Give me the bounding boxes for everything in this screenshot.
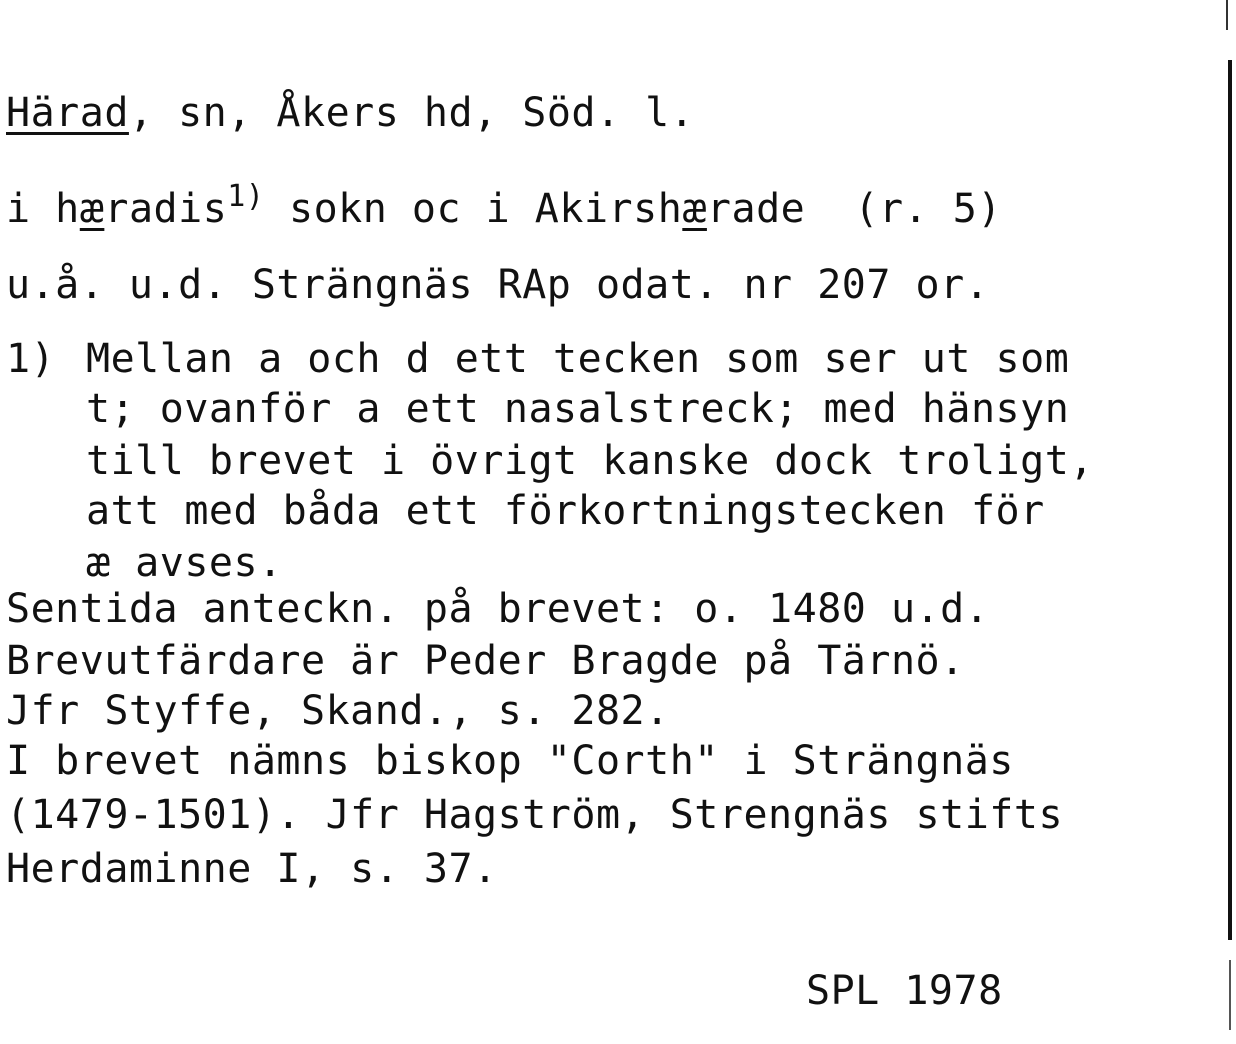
quote-middle: sokn oc i Akirsh: [264, 186, 683, 232]
note-line: Herdaminne I, s. 37.: [6, 846, 498, 892]
footnote-line: t; ovanför a ett nasalstreck; med hänsyn: [86, 386, 1070, 432]
note-line: Jfr Styffe, Skand., s. 282.: [6, 688, 670, 734]
footnote-marker: 1): [6, 336, 56, 382]
footnote-reference: 1): [227, 179, 265, 214]
heading-line: [6, 88, 694, 138]
note-line: Sentida anteckn. på brevet: o. 1480 u.d.: [6, 586, 990, 632]
source-line: u.å. u.d. Strängnäs RAp odat. nr 207 or.: [6, 262, 990, 308]
footnote-line: æ avses.: [86, 540, 283, 586]
quote-word-end: radis: [104, 186, 228, 232]
place-name: Härad: [6, 90, 129, 136]
footnote-line: Mellan a och d ett tecken som ser ut som: [86, 336, 1070, 382]
quote-prefix: i: [6, 186, 56, 232]
footnote-line: att med båda ett förkortningstecken för: [86, 488, 1045, 534]
quote-ae-second: æ: [682, 186, 707, 232]
card-edge: [1228, 60, 1232, 940]
quote-line: [6, 179, 1002, 238]
note-line: I brevet nämns biskop "Corth" i Strängnäs: [6, 738, 1014, 784]
card-edge-top: [1226, 0, 1228, 30]
card-edge-bottom: [1229, 960, 1231, 1030]
footnote-line: till brevet i övrigt kanske dock troligt,: [86, 438, 1094, 484]
note-line: (1479-1501). Jfr Hagström, Strengnäs stifts: [6, 792, 1064, 838]
quote-h: h: [55, 186, 80, 232]
signature: SPL 1978: [806, 968, 1003, 1014]
place-details: , sn, Åkers hd, Söd. l.: [128, 90, 695, 136]
note-line: Brevutfärdare är Peder Bragde på Tärnö.: [6, 638, 965, 684]
quote-ae-first: æ: [79, 186, 105, 232]
quote-suffix: rade (r. 5): [706, 186, 1002, 232]
